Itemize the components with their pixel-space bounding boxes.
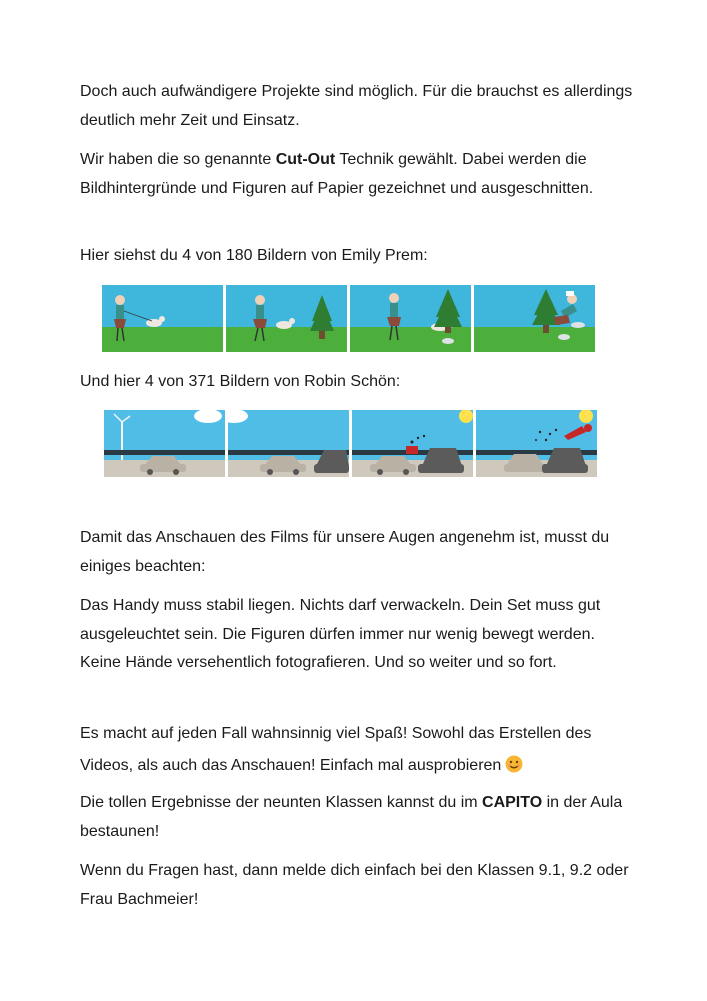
capito-text-2: in der Aula bestaunen! [80,794,623,840]
paragraph-rules: Das Handy muss stabil liegen. Nichts darf verwackeln. Dein Set muss gut ausgeleuchtet sein. Die Figuren dürfen immer nur wenig bewegt werden. Keine Hände versehentlich fotografieren. Und so weiter und so fort. [80,597,601,671]
paragraph-capito [80,789,640,846]
paragraph-viewing-tips: Damit das Anschauen des Films für unsere Augen angenehm ist, musst du einiges beachten: [80,529,610,575]
emily-frame-3 [350,285,471,352]
cut-out-text-1: Wir haben die so genannte [80,151,276,168]
paragraph-robin-caption: Und hier 4 von 371 Bildern von Robin Schön: [80,373,401,390]
emily-frame-2 [226,285,347,352]
emily-frame-1 [102,285,223,352]
robin-frame-1 [104,410,225,477]
capito-term: CAPITO [482,794,543,811]
paragraph-cut-out [80,146,640,203]
smiling-face-icon [505,753,523,785]
robin-frame-3 [352,410,473,477]
paragraph-emily-caption: Hier siehst du 4 von 180 Bildern von Emily Prem: [80,247,428,264]
cut-out-term: Cut-Out [275,151,336,168]
paragraph-intro: Doch auch aufwändigere Projekte sind möglich. Für die brauchst es allerdings deutlich mehr Zeit und Einsatz. [80,83,633,129]
capito-text-1: Die tollen Ergebnisse der neunten Klassen kannst du im [80,794,483,811]
paragraph-fun [80,718,640,785]
paragraph-questions: Wenn du Fragen hast, dann melde dich einfach bei den Klassen 9.1, 9.2 oder Frau Bachmeier! [80,862,629,908]
image-strip-robin [104,410,597,477]
image-strip-emily [102,285,595,352]
robin-frame-4 [476,410,597,477]
emily-frame-4 [474,285,595,352]
fun-text: Es macht auf jeden Fall wahnsinnig viel Spaß! Sowohl das Erstellen des Videos, als auch das Anschauen! Einfach mal ausprobieren [80,725,592,774]
cut-out-text-2: Technik gewählt. Dabei werden die Bildhintergründe und Figuren auf Papier gezeichnet und ausgeschnitten. [80,151,594,197]
robin-frame-2 [228,410,349,477]
